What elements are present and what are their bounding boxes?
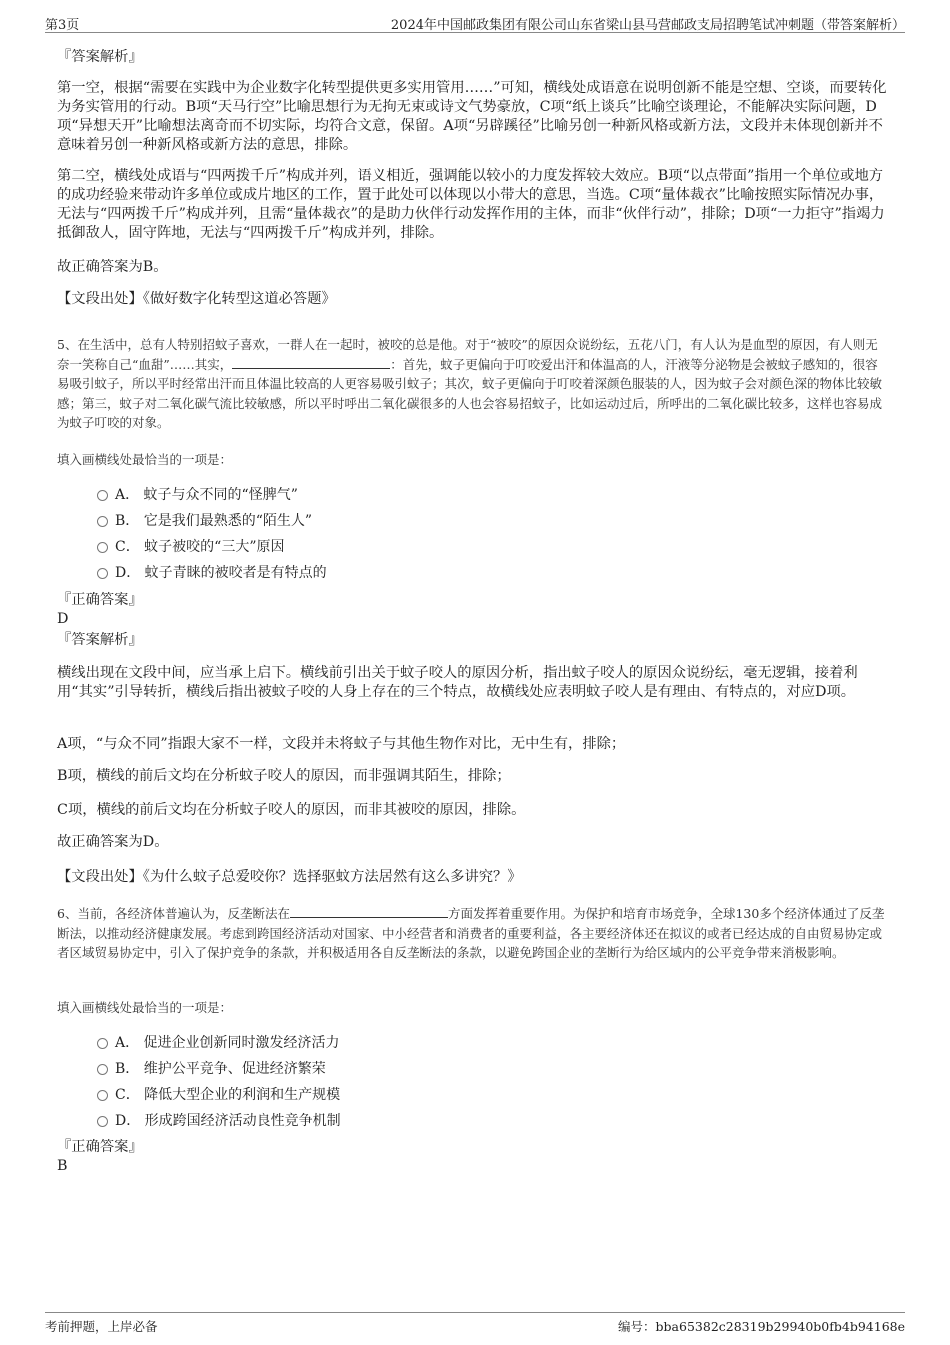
q6-blank	[290, 905, 448, 918]
radio-button[interactable]	[97, 1090, 108, 1101]
option-label: C． 蚊子被咬的“三大”原因	[115, 539, 285, 555]
q5-blank	[232, 356, 390, 369]
q6-instruction: 填入画横线处最恰当的一项是：	[57, 1000, 233, 1015]
page-number: 第3页	[45, 18, 80, 33]
q4-analysis-paragraph-1: 第一空，根据“需要在实践中为企业数字化转型提供更多实用管用……”可知，横线处成语意在说明创新不能是空想、空谈，而要转化为务实管用的行动。B项“天马行空”比喻思想行为无拘无束或诗文气势豪放，C项“纸上谈兵”比喻空谈理论，不能解决实际问题，D项“异想天开”比喻想法离奇而不切实际，均符合文意，保留。A项“另辟蹊径”比喻另创一种新风格或新方法，文段并未体现创新并不意味着另创一种新风格或新方法的意思，排除。	[57, 80, 887, 153]
q5-conclusion: 故正确答案为D。	[57, 834, 169, 850]
q6-text-before: 6、当前，各经济体普遍认为，反垄断法在	[57, 906, 290, 921]
q5-analysis-heading: 『答案解析』	[57, 632, 143, 648]
q4-analysis-heading: 『答案解析』	[57, 49, 143, 65]
radio-button[interactable]	[97, 1116, 108, 1127]
option-label: B． 它是我们最熟悉的“陌生人”	[115, 513, 313, 529]
option-label: C． 降低大型企业的利润和生产规模	[115, 1087, 341, 1103]
option-label: D． 形成跨国经济活动良性竞争机制	[115, 1113, 341, 1129]
radio-button[interactable]	[97, 1038, 108, 1049]
q5-source: 【文段出处】《为什么蚊子总爱咬你？选择驱蚊方法居然有这么多讲究？》	[57, 869, 522, 885]
radio-button[interactable]	[97, 490, 108, 501]
q5-analysis-paragraph-4: C项，横线的前后文均在分析蚊子咬人的原因，而非其被咬的原因，排除。	[57, 802, 526, 818]
radio-button[interactable]	[97, 568, 108, 579]
q6-answer-heading: 『正确答案』	[57, 1139, 143, 1155]
option-label: A． 促进企业创新同时激发经济活力	[115, 1035, 340, 1051]
q4-source: 【文段出处】《做好数字化转型这道必答题》	[57, 291, 336, 307]
option-label: B． 维护公平竞争、促进经济繁荣	[115, 1061, 326, 1077]
q6-question-text	[57, 904, 887, 963]
page-header	[45, 12, 905, 33]
radio-button[interactable]	[97, 516, 108, 527]
q5-analysis-paragraph-1: 横线出现在文段中间，应当承上启下。横线前引出关于蚊子咬人的原因分析，指出蚊子咬人的原因众说纷纭，毫无逻辑，接着利用“其实”引导转折，横线后指出被蚊子咬的人身上存在的三个特点，故横线处应表明蚊子咬人是有理由、有特点的，对应D项。	[57, 665, 858, 700]
document-id: 编号：bba65382c28319b29940b0fb4b94168e	[618, 1319, 905, 1334]
radio-button[interactable]	[97, 542, 108, 553]
option-label: A． 蚊子与众不同的“怪脾气”	[115, 487, 298, 503]
radio-button[interactable]	[97, 1064, 108, 1075]
q5-question-text	[57, 335, 887, 433]
q5-instruction: 填入画横线处最恰当的一项是：	[57, 452, 233, 467]
q6-text-after: 方面发挥着重要作用。为保护和培育市场竞争，全球130多个经济体通过了反垄断法，以推动经济健康发展。考虑到跨国经济活动对国家、中小经营者和消费者的重要利益，各主要经济体还在拟议的或者已经达成的自由贸易协定或者区域贸易协定中，引入了保护竞争的条款，并积极适用各自反垄断法的条款，以避免跨国企业的垄断行为给区域内的公平竞争带来消极影响。	[57, 906, 885, 960]
q5-answer: D	[57, 611, 69, 627]
q5-answer-heading: 『正确答案』	[57, 592, 143, 608]
q4-conclusion: 故正确答案为B。	[57, 259, 168, 275]
q5-analysis-paragraph-3: B项，横线的前后文均在分析蚊子咬人的原因，而非强调其陌生，排除；	[57, 768, 511, 784]
q5-text-after: ：首先，蚊子更偏向于叮咬爱出汗和体温高的人，汗液等分泌物是会被蚊子感知的，很容易吸引蚊子，所以平时经常出汗而且体温比较高的人更容易吸引蚊子；其次，蚊子更偏向于叮咬着深颜色服装的人，因为蚊子会对颜色深的物体比较敏感；第三，蚊子对二氧化碳气流比较敏感，所以平时呼出二氧化碳很多的人也会容易招蚊子，比如运动过后，所呼出的二氧化碳比较多，这样也容易成为蚊子叮咬的对象。	[57, 356, 883, 430]
q5-analysis-paragraph-2: A项，“与众不同”指跟大家不一样，文段并未将蚊子与其他生物作对比，无中生有，排除；	[57, 736, 626, 752]
q4-analysis-paragraph-2: 第二空，横线处成语与“四两拨千斤”构成并列，语义相近，强调能以较小的力度发挥较大效应。B项“以点带面”指用一个单位或地方的成功经验来带动许多单位或成片地区的工作，置于此处可以体现以小带大的意思，当选。C项“量体裁衣”比喻按照实际情况办事，无法与“四两拨千斤”构成并列，且需“量体裁衣”的是助力伙伴行动发挥作用的主体，而非“伙伴行动”，排除；D项“一力拒守”指竭力抵御敌人，固守阵地，无法与“四两拨千斤”构成并列，排除。	[57, 168, 885, 241]
option-label: D． 蚊子青睐的被咬者是有特点的	[115, 565, 327, 581]
footer-slogan: 考前押题，上岸必备	[45, 1319, 158, 1334]
page-footer	[45, 1312, 905, 1333]
q6-answer: B	[57, 1158, 68, 1174]
q5-text-before: 5、在生活中，总有人特别招蚊子喜欢，一群人在一起时，被咬的总是他。对于“被咬”的原因众说纷纭，五花八门，有人认为是血型的原因，有人则无奈一笑称自己“血甜”……其实，	[57, 337, 878, 372]
document-title: 2024年中国邮政集团有限公司山东省梁山县马营邮政支局招聘笔试冲刺题（带答案解析）	[390, 18, 905, 33]
